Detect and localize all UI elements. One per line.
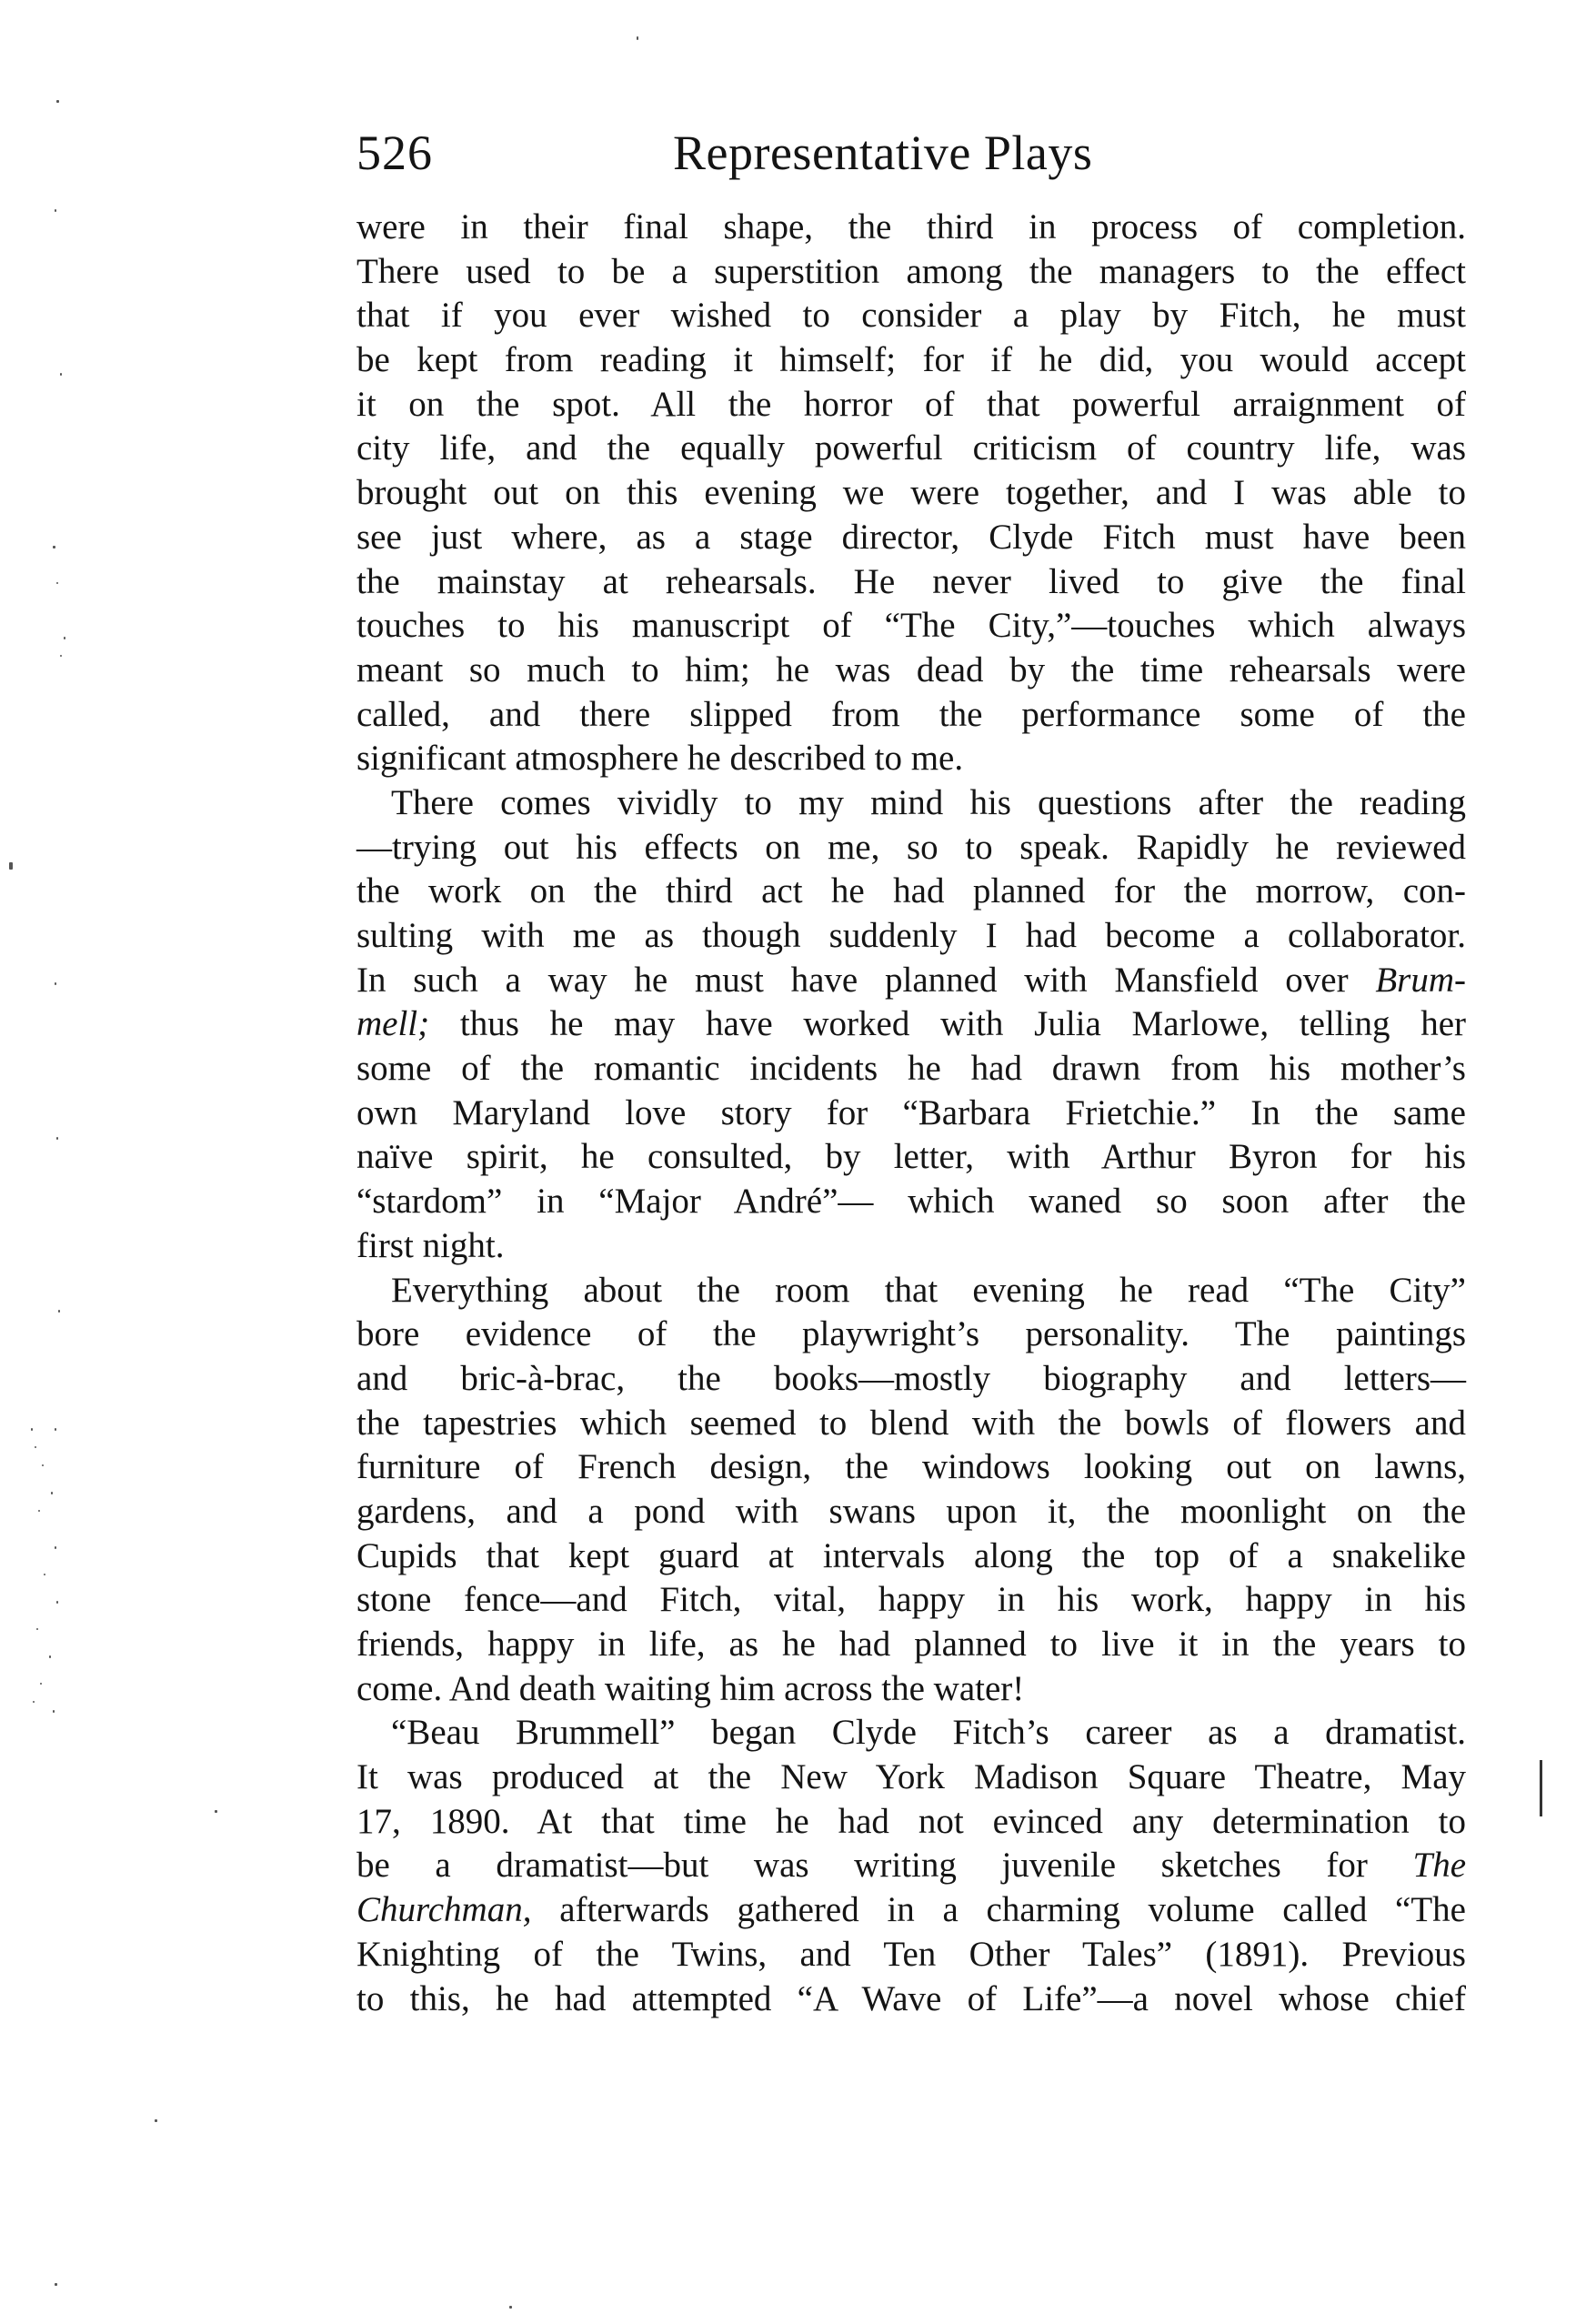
- scan-speck: [215, 1810, 217, 1813]
- text-line: bore evidence of the playwright’s personality. The paintings: [356, 1314, 1466, 1354]
- text-line: 17, 1890. At that time he had not evinced any determination to: [356, 1801, 1466, 1841]
- text-line: furniture of French design, the windows looking out on lawns,: [356, 1447, 1466, 1487]
- italic-title: The: [1412, 1846, 1466, 1886]
- text-line: Everything about the room that evening he read “The City”: [391, 1270, 1466, 1310]
- text-line: significant atmosphere he described to me.: [356, 739, 964, 779]
- scan-speck: [42, 1464, 44, 1466]
- text-line: come. And death waiting him across the water!: [356, 1668, 1025, 1708]
- text-segment: thus he may have worked with Julia Marlowe, telling her: [429, 1004, 1466, 1044]
- page-number: 526: [356, 126, 433, 180]
- text-line: [356, 1844, 1466, 1888]
- scan-speck: [31, 1428, 33, 1431]
- text-line: first night.: [356, 1225, 505, 1265]
- text-line: [356, 1888, 1466, 1933]
- scan-speck: [55, 209, 56, 212]
- text-line: gardens, and a pond with swans upon it, the moonlight on the: [356, 1491, 1466, 1531]
- scan-speck: [44, 1574, 45, 1575]
- text-line: Cupids that kept guard at intervals along the top of a snakelike: [356, 1535, 1466, 1575]
- scan-speck: [36, 1628, 38, 1630]
- text-line: and bric-à-brac, the books—mostly biography and letters—: [356, 1358, 1466, 1398]
- scan-speck: [56, 582, 58, 584]
- scan-speck: [58, 1310, 60, 1313]
- scan-speck: [55, 982, 56, 985]
- scan-speck: [51, 1492, 53, 1494]
- text-line: meant so much to him; he was dead by the time rehearsals were: [356, 649, 1466, 689]
- text-line: —trying out his effects on me, so to speak. Rapidly he reviewed: [356, 827, 1466, 867]
- text-line: sulting with me as though suddenly I had become a collaborator.: [356, 916, 1466, 955]
- scan-speck: [49, 1655, 51, 1658]
- scan-speck: [55, 1428, 56, 1431]
- text-line: it on the spot. All the horror of that powerful arraignment of: [356, 384, 1466, 424]
- text-line: the tapestries which seemed to blend with the bowls of flowers and: [356, 1403, 1466, 1443]
- text-line: [356, 1002, 1466, 1047]
- scan-speck: [53, 546, 55, 548]
- scan-speck: [509, 2306, 512, 2309]
- text-line: to this, he had attempted “A Wave of Life”—a novel whose chief: [356, 1978, 1466, 2018]
- text-segment: In such a way he must have planned with Mansfield over: [356, 960, 1376, 1000]
- text-line: [356, 959, 1466, 1003]
- text-line: the work on the third act he had planned for the morrow, con-: [356, 871, 1466, 911]
- text-segment: afterwards gathered in a charming volume called “The: [531, 1890, 1466, 1930]
- text-line: some of the romantic incidents he had drawn from his mother’s: [356, 1049, 1466, 1089]
- text-line: called, and there slipped from the performance some of the: [356, 694, 1466, 734]
- scan-speck: [40, 1683, 42, 1685]
- page-header: [356, 116, 1466, 189]
- text-line: be kept from reading it himself; for if he did, you would accept: [356, 340, 1466, 380]
- scan-speck: [35, 1446, 36, 1448]
- text-line: “stardom” in “Major André”— which waned so soon after the: [356, 1182, 1466, 1222]
- scan-speck: [9, 862, 13, 870]
- text-line: brought out on this evening we were together, and I was able to: [356, 473, 1466, 513]
- text-line: the mainstay at rehearsals. He never lived to give the final: [356, 561, 1466, 601]
- text-line: that if you ever wished to consider a play by Fitch, he must: [356, 296, 1466, 336]
- body-text: [356, 206, 1466, 2021]
- text-line: “Beau Brummell” began Clyde Fitch’s career as a dramatist.: [391, 1713, 1466, 1753]
- text-line: Knighting of the Twins, and Ten Other Tales” (1891). Previous: [356, 1934, 1466, 1974]
- scan-margin-mark: [1540, 1760, 1542, 1816]
- italic-title: Churchman,: [356, 1890, 532, 1930]
- italic-title: Brum-: [1375, 960, 1466, 1000]
- text-line: It was produced at the New York Madison Square Theatre, May: [356, 1757, 1466, 1797]
- text-line: own Maryland love story for “Barbara Frietchie.” In the same: [356, 1092, 1466, 1132]
- scan-speck: [33, 1701, 35, 1703]
- scan-speck: [56, 1601, 58, 1604]
- text-line: There used to be a superstition among the managers to the effect: [356, 251, 1466, 291]
- scan-speck: [60, 373, 62, 376]
- text-line: touches to his manuscript of “The City,”—touches which always: [356, 606, 1466, 646]
- text-segment: be a dramatist—but was writing juvenile sketches for: [356, 1846, 1413, 1886]
- scan-speck: [55, 2283, 57, 2286]
- scan-speck: [53, 1710, 55, 1713]
- scan-speck: [155, 2119, 157, 2122]
- scan-speck: [637, 36, 638, 40]
- text-line: stone fence—and Fitch, vital, happy in his work, happy in his: [356, 1580, 1466, 1620]
- scan-speck: [60, 655, 62, 657]
- scan-speck: [56, 100, 59, 103]
- text-line: city life, and the equally powerful criticism of country life, was: [356, 428, 1466, 468]
- scan-speck: [38, 1510, 40, 1512]
- scan-speck: [64, 637, 65, 639]
- running-title: Representative Plays: [673, 126, 1093, 180]
- italic-title: mell;: [356, 1004, 430, 1044]
- text-line: were in their final shape, the third in process of completion.: [356, 207, 1466, 246]
- scan-speck: [56, 1137, 58, 1140]
- text-line: friends, happy in life, as he had planned to live it in the years to: [356, 1625, 1466, 1664]
- text-line: There comes vividly to my mind his questions after the reading: [391, 782, 1466, 822]
- text-line: naïve spirit, he consulted, by letter, with Arthur Byron for his: [356, 1137, 1466, 1177]
- text-line: see just where, as a stage director, Clyde Fitch must have been: [356, 517, 1466, 557]
- scan-speck: [55, 1546, 56, 1549]
